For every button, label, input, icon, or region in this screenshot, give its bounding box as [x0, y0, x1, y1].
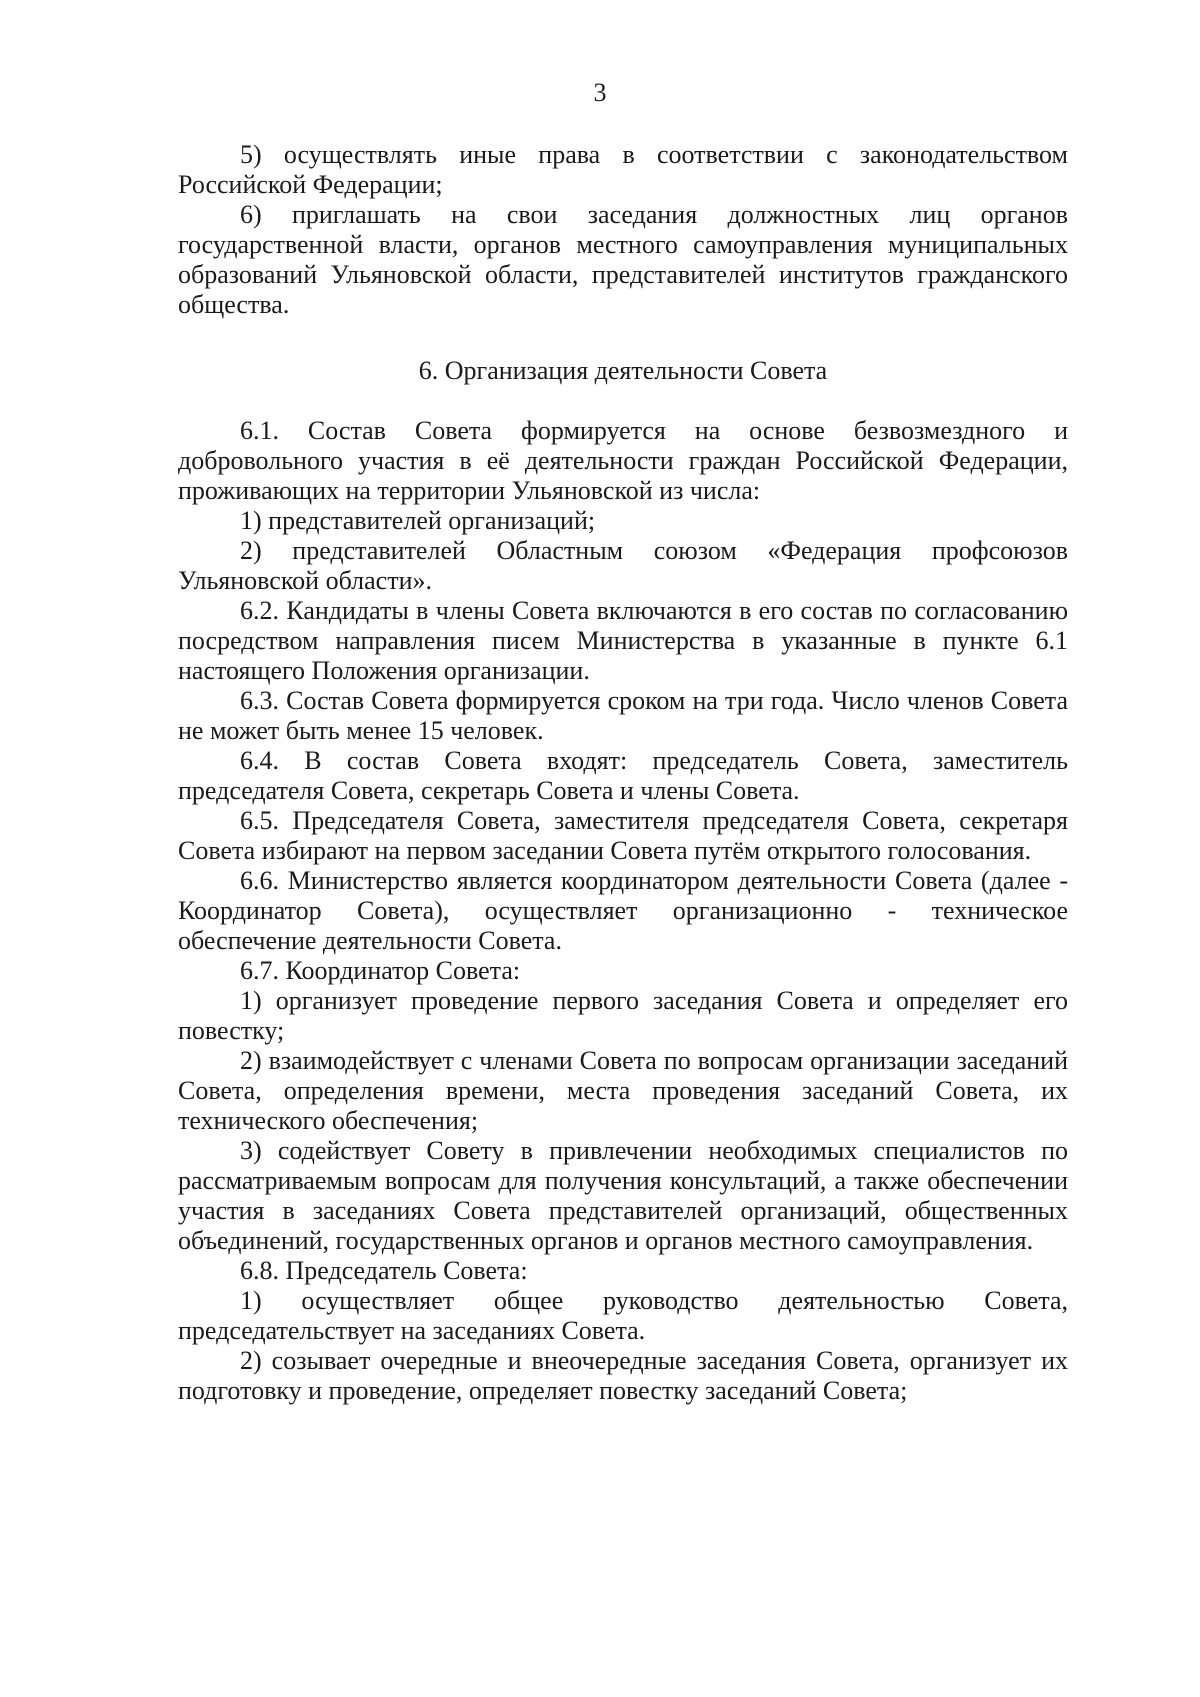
section-heading: 6. Организация деятельности Совета: [418, 356, 828, 385]
paragraph-6-7-item-3: 3) содействует Совету в привлечении необходимых специалистов по рассматриваемым вопросам для получения консультаций, а также обеспечении участия в заседаниях Совета представителей организаций, общественных объединений, государственных органов и органов местного самоуправления.: [178, 1136, 1068, 1255]
paragraph-6-8-item-1: 1) осуществляет общее руководство деятельностью Совета, председательствует на заседаниях Совета.: [178, 1286, 1068, 1345]
paragraph-6-1: 6.1. Состав Совета формируется на основе безвозмездного и добровольного участия в её деятельности граждан Российской Федерации, проживающих на территории Ульяновской из числа:: [178, 416, 1068, 505]
paragraph-item-5: 5) осуществлять иные права в соответствии с законодательством Российской Федерации;: [178, 140, 1068, 199]
paragraph-item-6: 6) приглашать на свои заседания должностных лиц органов государственной власти, органов местного самоуправления муниципальных образований Ульяновской области, представителей институтов гражданского общества.: [178, 200, 1068, 319]
document-body: [178, 140, 1068, 1406]
paragraph-6-5: 6.5. Председателя Совета, заместителя председателя Совета, секретаря Совета избирают на первом заседании Совета путём открытого голосования.: [178, 806, 1068, 865]
paragraph-6-1-item-1: 1) представителей организаций;: [240, 506, 596, 535]
paragraph-6-4: 6.4. В состав Совета входят: председатель Совета, заместитель председателя Совета, секретарь Совета и члены Совета.: [178, 746, 1068, 805]
paragraph-6-7: 6.7. Координатор Совета:: [240, 956, 521, 985]
paragraph-6-8-item-2: 2) созывает очередные и внеочередные заседания Совета, организует их подготовку и проведение, определяет повестку заседаний Совета;: [178, 1346, 1068, 1405]
paragraph-6-8: 6.8. Председатель Совета:: [240, 1256, 528, 1285]
paragraph-6-7-item-2: 2) взаимодействует с членами Совета по вопросам организации заседаний Совета, определения времени, места проведения заседаний Совета, их технического обеспечения;: [178, 1046, 1068, 1135]
paragraph-6-7-item-1: 1) организует проведение первого заседания Совета и определяет его повестку;: [178, 986, 1068, 1045]
page-number: 3: [593, 78, 607, 107]
paragraph-6-1-item-2: 2) представителей Областным союзом «Федерация профсоюзов Ульяновской области».: [178, 536, 1068, 595]
paragraph-6-6: 6.6. Министерство является координатором деятельности Совета (далее - Координатор Совета), осуществляет организационно - техническое обеспечение деятельности Совета.: [178, 866, 1068, 955]
paragraph-6-3: 6.3. Состав Совета формируется сроком на три года. Число членов Совета не может быть менее 15 человек.: [178, 686, 1068, 745]
paragraph-6-2: 6.2. Кандидаты в члены Совета включаются в его состав по согласованию посредством направления писем Министерства в указанные в пункте 6.1 настоящего Положения организации.: [178, 596, 1068, 685]
